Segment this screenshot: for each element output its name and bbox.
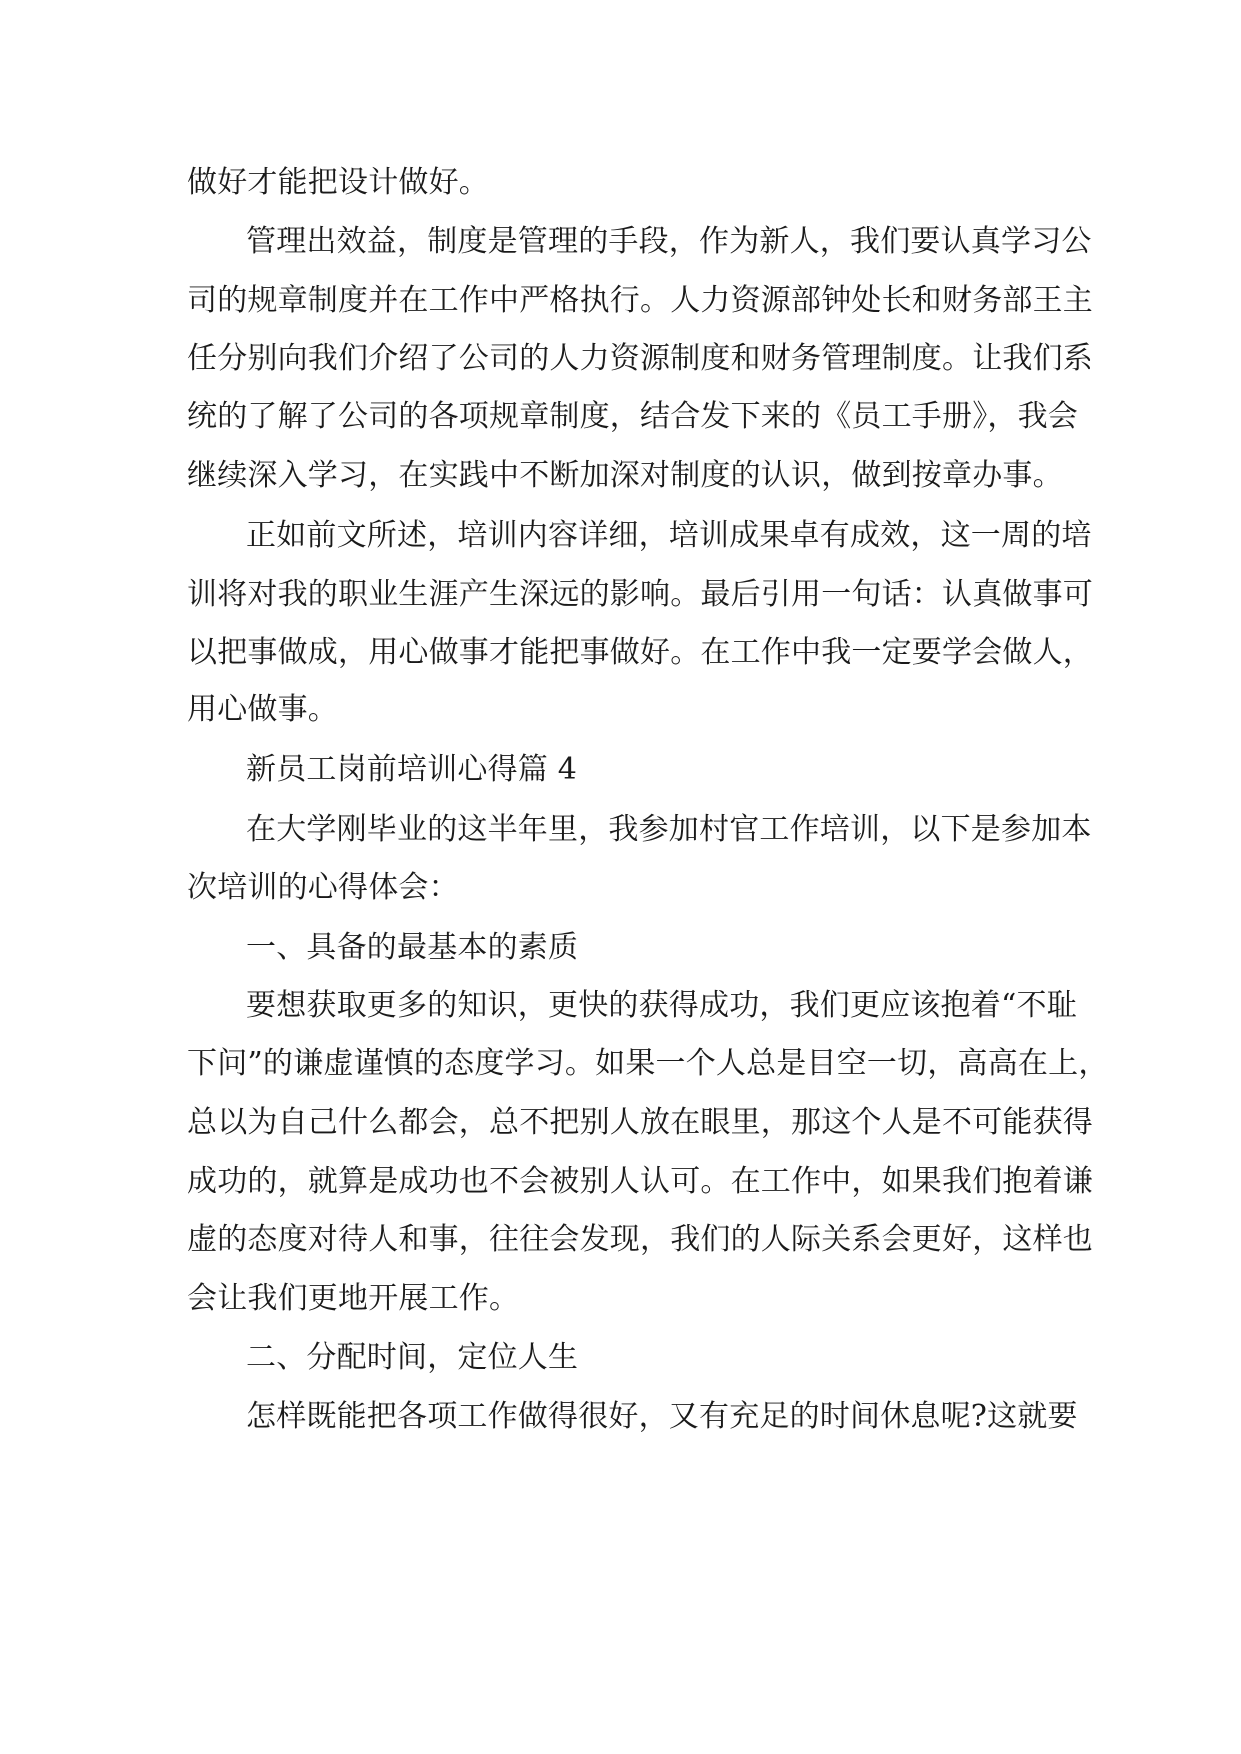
- text-line: 用心做事。: [187, 692, 338, 727]
- text-line: 总以为自己什么都会，总不把别人放在眼里，那这个人是不可能获得: [187, 1105, 1093, 1140]
- section-title: 新员工岗前培训心得篇 4: [246, 752, 578, 787]
- text-line: 会让我们更地开展工作。: [187, 1281, 520, 1316]
- paragraph-first-line: 怎样既能把各项工作做得很好，又有充足的时间休息呢?这就要: [246, 1399, 1078, 1434]
- text-line: 做好才能把设计做好。: [187, 165, 489, 200]
- text-line: 训将对我的职业生涯产生深远的影响。最后引用一句话：认真做事可: [187, 577, 1093, 612]
- text-line: 次培训的心得体会：: [187, 870, 459, 905]
- paragraph-first-line: 在大学刚毕业的这半年里，我参加村官工作培训，以下是参加本: [246, 812, 1092, 847]
- paragraph-first-line: 要想获取更多的知识，更快的获得成功，我们更应该抱着“不耻: [246, 988, 1077, 1023]
- text-line: 以把事做成，用心做事才能把事做好。在工作中我一定要学会做人，: [187, 635, 1093, 670]
- paragraph-first-line: 管理出效益，制度是管理的手段，作为新人，我们要认真学习公: [246, 224, 1092, 259]
- subheading: 二、分配时间，定位人生: [246, 1340, 579, 1375]
- text-line: 统的了解了公司的各项规章制度，结合发下来的《员工手册》，我会: [187, 399, 1078, 434]
- text-line: 任分别向我们介绍了公司的人力资源制度和财务管理制度。让我们系: [187, 341, 1093, 376]
- text-line: 下问”的谦虚谨慎的态度学习。如果一个人总是目空一切，高高在上，: [187, 1046, 1109, 1081]
- text-line: 司的规章制度并在工作中严格执行。人力资源部钟处长和财务部王主: [187, 283, 1093, 318]
- paragraph-first-line: 正如前文所述，培训内容详细，培训成果卓有成效，这一周的培: [246, 518, 1092, 553]
- text-line: 虚的态度对待人和事，往往会发现，我们的人际关系会更好，这样也: [187, 1222, 1093, 1257]
- text-line: 成功的，就算是成功也不会被别人认可。在工作中，如果我们抱着谦: [187, 1164, 1093, 1199]
- subheading: 一、具备的最基本的素质: [246, 930, 579, 965]
- text-line: 继续深入学习，在实践中不断加深对制度的认识，做到按章办事。: [187, 458, 1063, 493]
